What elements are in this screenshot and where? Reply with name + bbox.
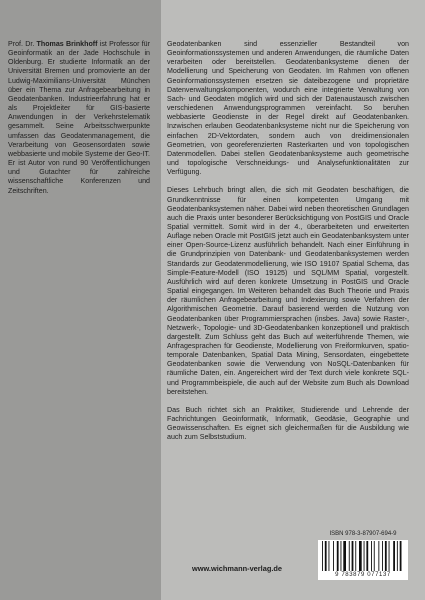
isbn-barcode bbox=[318, 540, 408, 580]
author-bio bbox=[8, 40, 150, 196]
barcode-bars bbox=[322, 541, 404, 571]
publisher-url: www.wichmann-verlag.de bbox=[191, 564, 283, 573]
description-paragraph-1: Geodatenbanken sind essenzieller Bestandteil von Geoinformationssystemen und anderen Anwendungen, die räumliche Daten verarbeiten oder bereitstellen. Geodatenbanksysteme dienen der Modellierung und Speicherung von Geodaten. Im Rahmen von offenen Geoinformationssystemen ersetzen sie dateibezogene und proprietäre Datenverwaltungskomponenten, wodurch eine integrierte Verwaltung von Sach- und Geodaten möglich wird und sich der Datenaustausch zwischen verschiedenen Anwendungsprogrammen vereinfacht. So beruhen webbasierte Geodienste in der Regel direkt auf Geodatenbanken. Inzwischen erlauben Geodatenbanksysteme nicht nur die Speicherung von einfachen 2D-Vektordaten, sondern auch von dreidimensionalen Geometrien, von georeferenzierten Rasterkarten und von topologischen Datenmodellen. Dabei stellen Geodatenbanksysteme auch geometrische und topologische Verschneidungs- und Analysefunktionalitäten zur Verfügung. bbox=[167, 40, 409, 177]
isbn-label: ISBN 978-3-87907-694-9 bbox=[329, 531, 397, 537]
description-paragraph-3: Das Buch richtet sich an Praktiker, Studierende und Lehrende der Fachrichtungen Geoinformatik, Informatik, Geodäsie, Geographie und Geowissenschaften. Es eignet sich gleichermaßen für die Ausbildung wie auch zum Selbststudium. bbox=[167, 405, 409, 442]
author-prefix: Prof. Dr. bbox=[8, 40, 37, 48]
description-paragraph-2: Dieses Lehrbuch bringt allen, die sich mit Geodaten beschäftigen, die Grundkenntnisse für einen kompetenten Umgang mit Geodatenbanksystemen näher. Dabei wird neben theoretischen Grundlagen auch die Praxis unter besonderer Berücksichtigung von PostGIS und Oracle Spatial vermittelt. Somit wird in der 4., überarbeiteten und erweiterten Auflage neben Oracle mit PostGIS jetzt auch ein Geodatenbanksystem unter einer Open-Source-Lizenz ausführlich behandelt. Nach einer Einführung in die Grundprinzipien von Datenbank- und Geodatenbanksystemen werden Standards zur Geodatenmodellierung, wie ISO 19107 Spatial Schema, das Simple-Feature-Modell (ISO 19125) und SQL/MM Spatial, vorgestellt. Ausführlich wird auf deren konkrete Umsetzung in PostGIS und Oracle Spatial eingegangen. Im Weiteren behandelt das Buch Theorie und Praxis der räumlichen Anfragebearbeitung und Indexierung sowie Verfahren der Algorithmischen Geometrie. Darauf basierend werden die Nutzung von Geodatenbanken über Programmiersprachen (insbes. Java) sowie Raster-, Netzwerk-, Topologie- und 3D-Geodatenbanken konzeptionell und praktisch dargestellt. Zum Schluss geht das Buch auf weiterführende Themen, wie Anfragesprachen für Geodienste, Modellierung von Freiformkurven, spatio-temporale Datenbanken, Spatial Data Mining, Sensordaten, eingebettete Geodatenbanken sowie die Verwendung von NoSQL-Datenbanken für räumliche Daten, ein. Angereichert wird der Text durch viele konkrete SQL- und Programmbeispiele, die auch auf der Website zum Buch als Download bereitstehen. bbox=[167, 186, 409, 396]
isbn-digits: 9 783879 077137 bbox=[335, 572, 391, 578]
author-name: Thomas Brinkhoff bbox=[36, 40, 98, 48]
author-sidebar bbox=[0, 0, 161, 600]
book-description bbox=[167, 40, 409, 452]
author-bio-text: ist Professor für Geoinformatik an der Jade Hochschule in Oldenburg. Er studierte Informatik an der Universität Bremen und promovierte an der Ludwig-Maximilians-Universität München über ein Thema zur Anfragebearbeitung in Geodatenbanken. Industrieerfahrung hat er als Projektleiter für GIS-basierte Anwendungen in der Verkehrstelematik gesammelt. Seine Arbeitsschwerpunkte umfassen das Geodatenmanagement, die Verarbeitung von Geosensordaten sowie webbasierte und mobile Systeme der Geo-IT. Er ist Autor von rund 90 Veröffentlichungen und Gutachter für zahlreiche wissenschaftliche Konferenzen und Zeitschriften. bbox=[8, 40, 150, 195]
